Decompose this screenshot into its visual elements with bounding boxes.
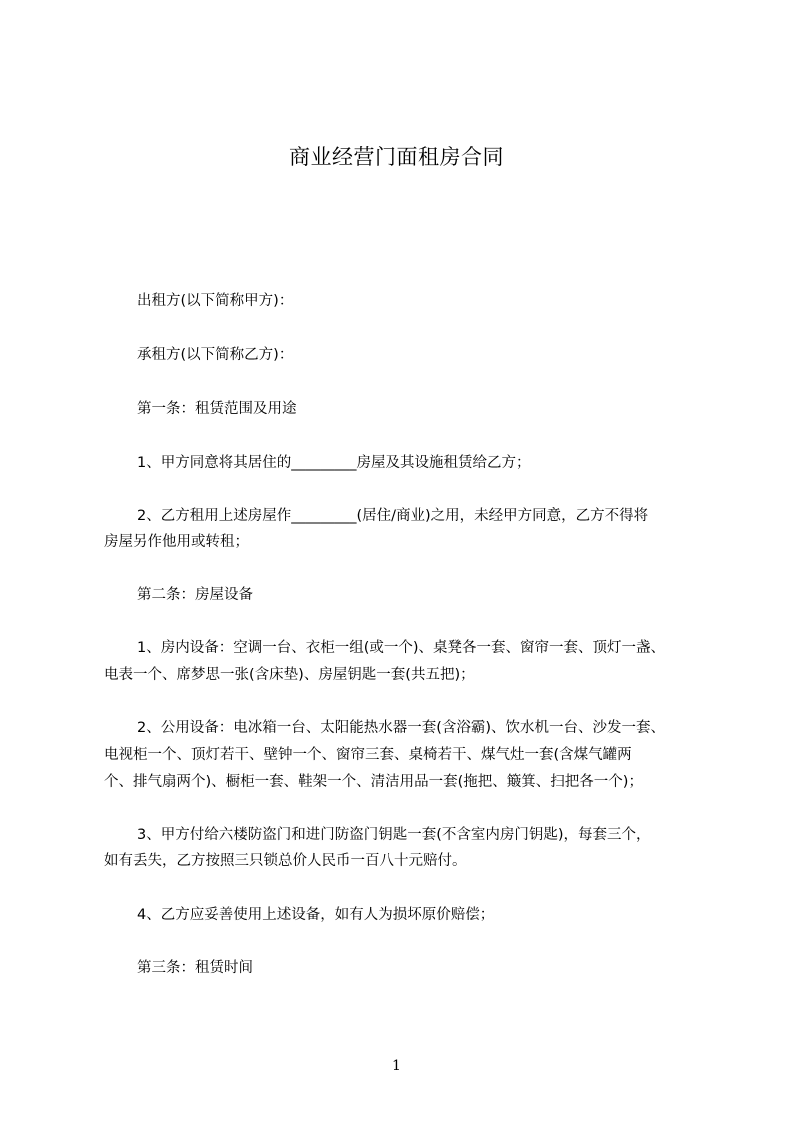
lessee-line: 承租方(以下简称乙方)： (137, 347, 294, 363)
lessor-line: 出租方(以下简称甲方)： (137, 293, 294, 309)
article-2-item-3-line-1: 3、甲方付给六楼防盗门和进门防盗门钥匙一套(不含室内房门钥匙)，每套三个， (137, 827, 651, 843)
article-3-heading: 第三条：租赁时间 (137, 960, 253, 976)
page-number: 1 (392, 1058, 401, 1074)
article-1-item-2-line-1: 2、乙方租用上述房屋作_________(居住/商业)之用，未经甲方同意，乙方不得将 (137, 508, 649, 524)
article-2-item-3-line-2: 如有丢失，乙方按照三只锁总价人民币一百八十元赔付。 (104, 853, 467, 869)
article-1-heading: 第一条：租赁范围及用途 (137, 401, 297, 417)
article-2-heading: 第二条：房屋设备 (137, 587, 253, 603)
article-2-item-1-line-1: 1、房内设备：空调一台、衣柜一组(或一个)、桌凳各一套、窗帘一套、顶灯一盏、 (137, 640, 666, 656)
article-1-item-1: 1、甲方同意将其居住的_________房屋及其设施租赁给乙方； (137, 455, 531, 471)
article-2-item-4: 4、乙方应妥善使用上述设备，如有人为损坏原价赔偿； (137, 907, 495, 923)
article-2-item-2-line-2: 电视柜一个、顶灯若干、壁钟一个、窗帘三套、桌椅若干、煤气灶一套(含煤气罐两 (104, 747, 632, 763)
document-title: 商业经营门面租房合同 (289, 145, 504, 169)
article-2-item-1-line-2: 电表一个、席梦思一张(含床垫)、房屋钥匙一套(共五把)； (104, 667, 475, 683)
article-2-item-2-line-3: 个、排气扇两个)、橱柜一套、鞋架一个、清洁用品一套(拖把、簸箕、扫把各一个)； (104, 774, 643, 790)
article-1-item-2-line-2: 房屋另作他用或转租； (104, 534, 249, 550)
article-2-item-2-line-1: 2、公用设备：电冰箱一台、太阳能热水器一套(含浴霸)、饮水机一台、沙发一套、 (137, 720, 666, 736)
